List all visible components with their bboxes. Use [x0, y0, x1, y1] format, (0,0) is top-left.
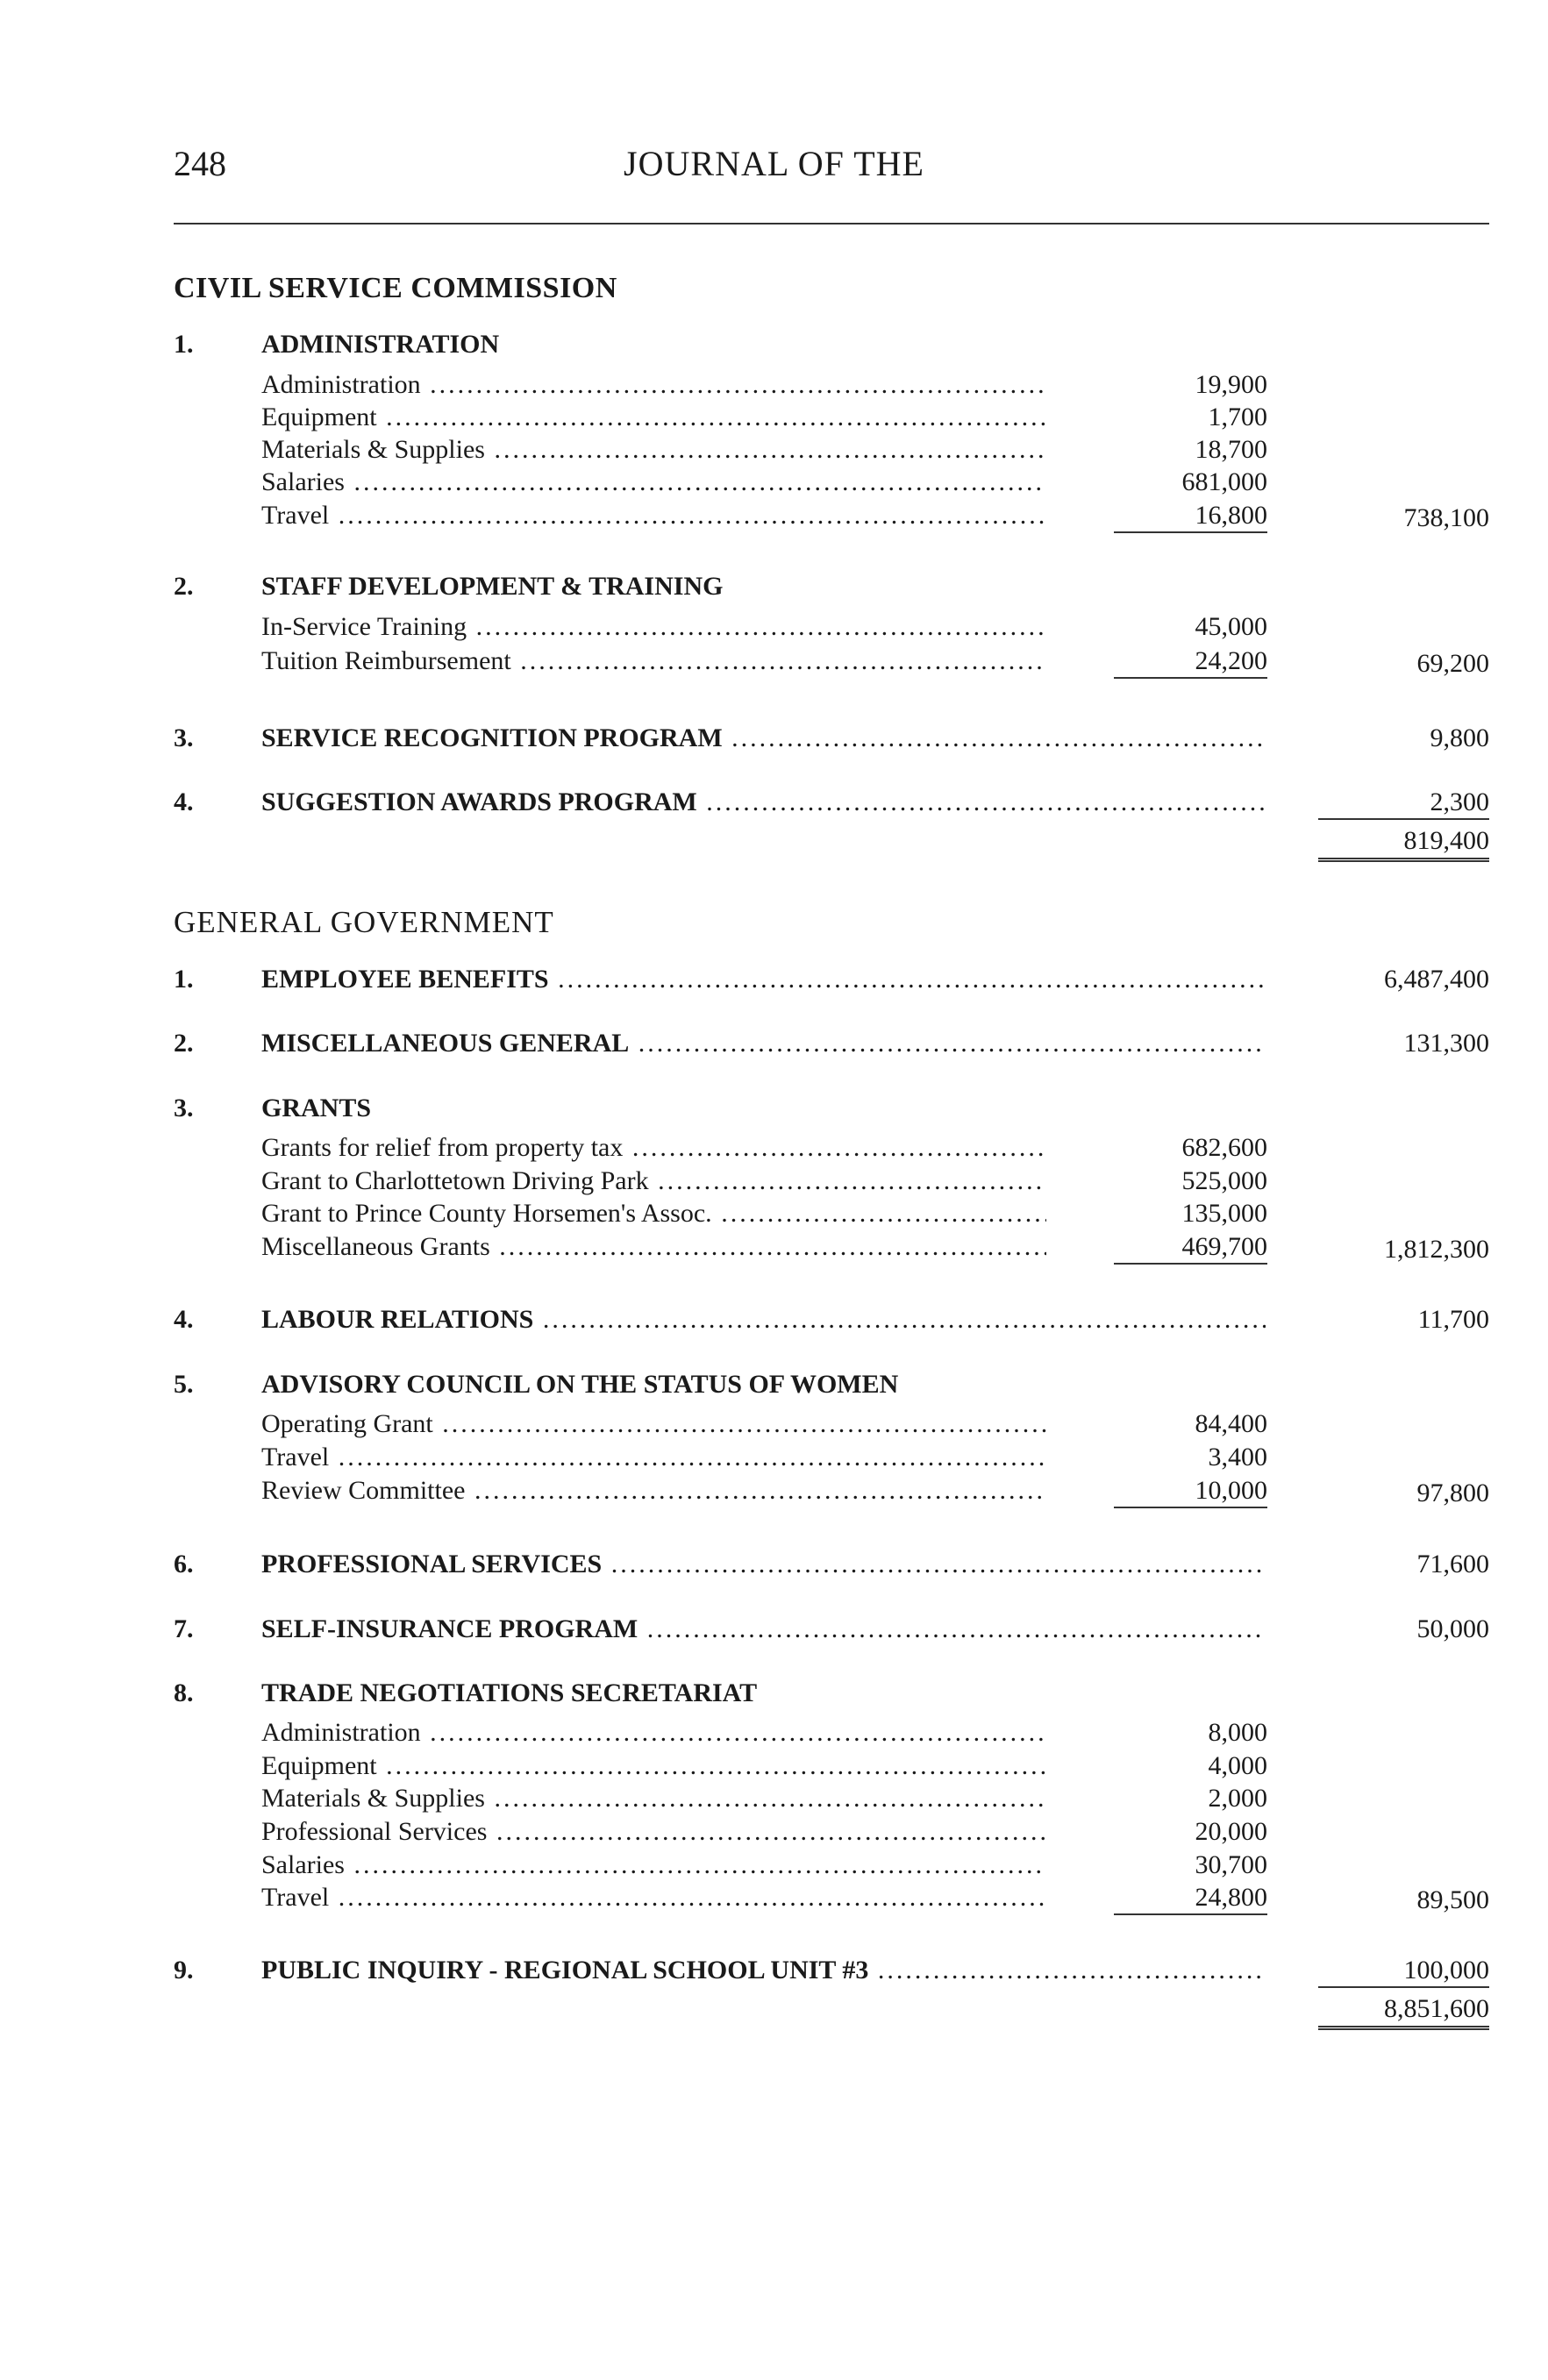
line-item-label: Salaries .....	[261, 467, 1046, 497]
line-item-amount: 3,400	[1208, 1443, 1267, 1471]
category-title-grants: GRANTS	[261, 1094, 372, 1122]
category-title-public-inquiry: PUBLIC INQUIRY - REGIONAL SCHOOL UNIT #3 .....	[261, 1956, 1266, 1985]
line-item-amount: 45,000	[1195, 612, 1267, 641]
category-number: 9.	[174, 1956, 194, 1985]
line-item-label: Materials & Supplies .....	[261, 1784, 1046, 1814]
category-total: 9,800	[1430, 723, 1489, 752]
line-item-amount: 469,700	[1114, 1232, 1267, 1265]
line-item-label: Review Committee .....	[261, 1476, 1046, 1506]
line-item-label: Equipment .....	[261, 403, 1046, 432]
category-title-trade-negotiations: TRADE NEGOTIATIONS SECRETARIAT	[261, 1678, 758, 1707]
category-total: 100,000	[1318, 1956, 1489, 1988]
line-item-label: Travel .....	[261, 1443, 1046, 1472]
category-number: 3.	[174, 1094, 194, 1122]
category-title-administration: ADMINISTRATION	[261, 330, 500, 359]
category-number: 5.	[174, 1370, 194, 1399]
line-item-amount: 19,900	[1195, 370, 1267, 399]
line-item-amount: 30,700	[1195, 1850, 1267, 1879]
section-grand-total: 8,851,600	[1318, 1994, 1489, 2030]
category-title-staff-development: STAFF DEVELOPMENT & TRAINING	[261, 572, 724, 601]
running-head: JOURNAL OF THE	[624, 144, 924, 183]
category-title-suggestion-awards: SUGGESTION AWARDS PROGRAM .....	[261, 787, 1266, 817]
line-item-amount: 8,000	[1208, 1718, 1267, 1747]
category-total: 89,500	[1416, 1885, 1489, 1914]
category-title-service-recognition: SERVICE RECOGNITION PROGRAM .....	[261, 723, 1266, 753]
line-item-label: Travel .....	[261, 501, 1046, 531]
category-number: 1.	[174, 965, 194, 994]
line-item-amount: 525,000	[1181, 1166, 1267, 1195]
line-item-label: Grant to Charlottetown Driving Park .....	[261, 1166, 1046, 1196]
line-item-label: Grants for relief from property tax .....	[261, 1133, 1046, 1163]
category-title-miscellaneous-general: MISCELLANEOUS GENERAL .....	[261, 1029, 1266, 1058]
category-title-advisory-council: ADVISORY COUNCIL ON THE STATUS OF WOMEN	[261, 1370, 899, 1399]
line-item-label: Miscellaneous Grants .....	[261, 1232, 1046, 1262]
line-item-amount: 10,000	[1114, 1476, 1267, 1508]
line-item-label: Administration .....	[261, 1718, 1046, 1748]
category-number: 6.	[174, 1550, 194, 1578]
header-rule	[174, 223, 1489, 224]
category-title-employee-benefits: EMPLOYEE BENEFITS .....	[261, 965, 1266, 994]
line-item-amount: 4,000	[1208, 1751, 1267, 1780]
line-item-label: Operating Grant .....	[261, 1409, 1046, 1439]
category-title-professional-services: PROFESSIONAL SERVICES .....	[261, 1550, 1266, 1579]
section-title-general-government: GENERAL GOVERNMENT	[174, 905, 554, 939]
line-item-label: Tuition Reimbursement .....	[261, 646, 1046, 676]
line-item-amount: 18,700	[1195, 435, 1267, 464]
line-item-label: Grant to Prince County Horsemen's Assoc. .....	[261, 1199, 1046, 1229]
line-item-amount: 681,000	[1181, 467, 1267, 496]
category-number: 7.	[174, 1614, 194, 1643]
line-item-amount: 24,800	[1114, 1883, 1267, 1915]
category-total: 131,300	[1403, 1029, 1489, 1058]
category-number: 4.	[174, 787, 194, 816]
category-title-self-insurance: SELF-INSURANCE PROGRAM .....	[261, 1614, 1266, 1644]
line-item-label: Equipment .....	[261, 1751, 1046, 1781]
category-number: 8.	[174, 1678, 194, 1707]
line-item-label: Travel .....	[261, 1883, 1046, 1913]
line-item-amount: 682,600	[1181, 1133, 1267, 1162]
line-item-amount: 2,000	[1208, 1784, 1267, 1813]
category-title-labour-relations: LABOUR RELATIONS .....	[261, 1305, 1266, 1335]
category-total: 71,600	[1416, 1550, 1489, 1578]
category-total: 738,100	[1403, 503, 1489, 532]
category-number: 2.	[174, 572, 194, 601]
line-item-amount: 16,800	[1114, 501, 1267, 533]
line-item-label: In-Service Training .....	[261, 612, 1046, 642]
line-item-amount: 84,400	[1195, 1409, 1267, 1438]
category-total: 1,812,300	[1384, 1235, 1489, 1264]
category-number: 4.	[174, 1305, 194, 1334]
category-total: 50,000	[1416, 1614, 1489, 1643]
section-grand-total: 819,400	[1318, 826, 1489, 862]
page-number: 248	[174, 144, 226, 183]
category-total: 97,800	[1416, 1479, 1489, 1507]
category-number: 3.	[174, 723, 194, 752]
line-item-amount: 135,000	[1181, 1199, 1267, 1228]
line-item-amount: 24,200	[1114, 646, 1267, 679]
line-item-amount: 20,000	[1195, 1817, 1267, 1846]
line-item-label: Administration .....	[261, 370, 1046, 400]
line-item-label: Materials & Supplies .....	[261, 435, 1046, 465]
category-number: 1.	[174, 330, 194, 359]
category-total: 11,700	[1417, 1305, 1489, 1334]
line-item-amount: 1,700	[1208, 403, 1267, 431]
line-item-label: Professional Services .....	[261, 1817, 1046, 1847]
category-number: 2.	[174, 1029, 194, 1058]
category-total: 2,300	[1318, 787, 1489, 820]
line-item-label: Salaries .....	[261, 1850, 1046, 1880]
section-title-civil-service: CIVIL SERVICE COMMISSION	[174, 272, 617, 304]
category-total: 69,200	[1416, 649, 1489, 678]
category-total: 6,487,400	[1384, 965, 1489, 994]
